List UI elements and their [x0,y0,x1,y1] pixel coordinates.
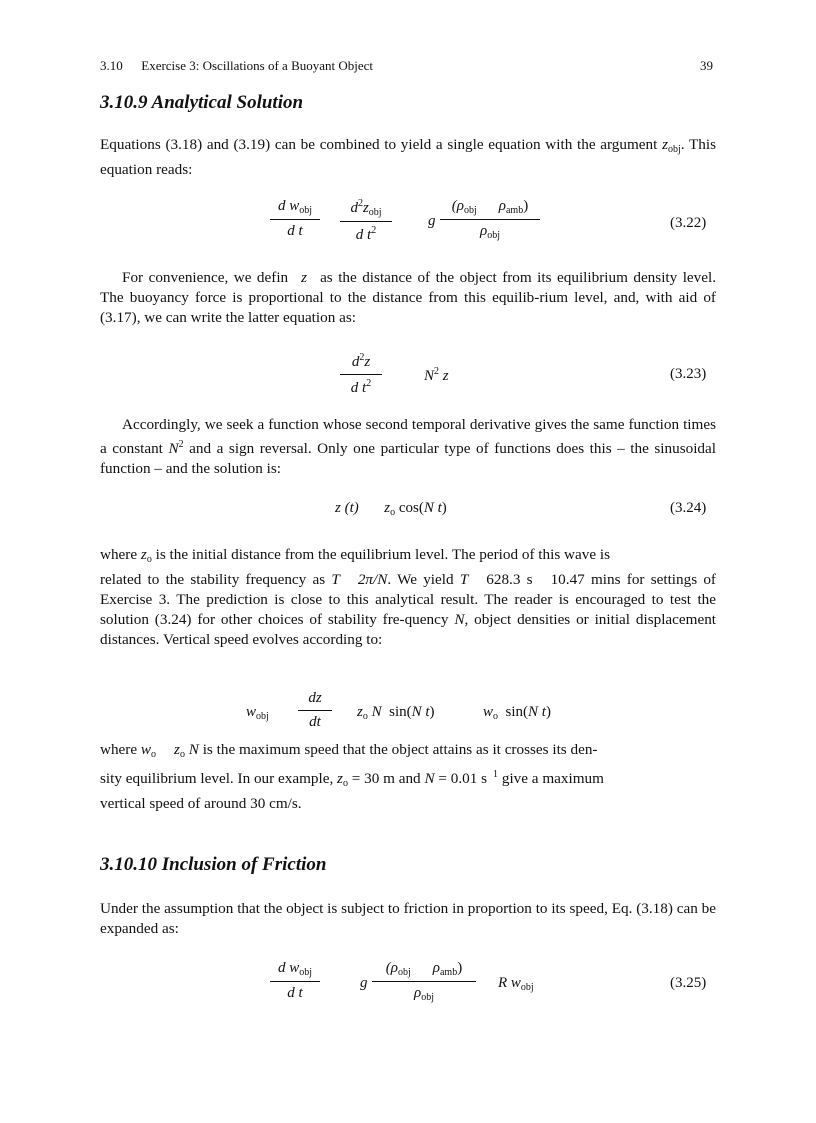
eq325-friction-term: R $w_{obj}$ [498,975,534,993]
eq322-mid-fraction: $d^2z_{obj}$ d $t^2$ [340,198,392,244]
section-heading-analytical-solution: 3.10.9 Analytical Solution [100,92,304,113]
eq322-g: g [428,213,436,229]
paragraph-intro: Equations (3.18) and (3.19) can be combined to yield a single equation with the argument $z_{obj}$. This equation reads: [100,136,716,178]
eqw-term2: $w_o$ sin(N t) [483,704,551,722]
equation-3-24: z (t) $z_o$ cos(N t) [335,500,447,518]
running-header [100,58,373,74]
eq325-lhs-fraction: d $w_{obj}$ d t [270,960,320,1002]
equation-number-3-22: (3.22) [670,215,707,231]
eq323-rhs: $N^2$ z [424,366,449,384]
paragraph-friction: Under the assumption that the object is subject to friction in proportion to its speed, Eq. (3.18) can be expanded as: [100,900,716,937]
eq322-rhs-fraction: ($\rho_{obj}$ $\rho_{amb}$) $\rho_{obj}$ [440,198,540,241]
eqw-term1: $z_o$ N sin(N t) [357,704,435,722]
equation-number-3-24: (3.24) [670,500,707,516]
eq322-lhs-fraction: d $w_{obj}$ d t [270,198,320,240]
eqw-lhs: $w_{obj}$ [246,704,269,722]
paragraph-period: where $z_o$ is the initial distance from the equilibrium level. The period of this wave is related to the stability frequency as T 2π/N. We yield T 628.3 s 10.47 mins for settings of Exercise 3. The prediction is close to this analytical result. The reader is encouraged to test the solution (3.24) for other choices of stability fre-quency N, object densities or initial displacement distances. Vertical speed evolves according to: [100,546,717,648]
eq325-rhs-fraction: ($\rho_{obj}$ $\rho_{amb}$) $\rho_{obj}$ [372,960,476,1003]
page-number: 39 [700,58,713,73]
eqw-fraction: $\frac{dz}{dt}$ [298,690,332,731]
equation-number-3-23: (3.23) [670,366,707,382]
paragraph-sinusoidal: Accordingly, we seek a function whose second temporal derivative gives the same function times a constant $N^2$ and a sign reversal. Only one particular type of functions does this – the sinusoidal function – and the solution is: [100,416,716,477]
equation-number-3-25: (3.25) [670,975,707,991]
header-section-title: Exercise 3: Oscillations of a Buoyant Object [141,58,374,73]
header-section-number: 3.10 [100,58,123,73]
eq325-g: g [360,975,368,991]
eq323-fraction: $\frac{d^2z}{d t^2}$ [340,352,382,397]
paragraph-max-speed: where $w_o$ $z_o$ N is the maximum speed that the object attains as it crosses its den- sity equilibrium level. In our example, $z_o = 30$ m and N = 0.01 s $^1$ give a maximum vertical speed of around 30 cm/s. [100,741,604,812]
section-heading-inclusion-of-friction: 3.10.10 Inclusion of Friction [100,854,327,875]
paragraph-definition: For convenience, we defin z as the distance of the object from its equilibrium density level. The buoyancy force is proportional to the distance from this equilib-rium level, and, with aid of (3.17), we can write the latter equation as: [100,269,717,326]
